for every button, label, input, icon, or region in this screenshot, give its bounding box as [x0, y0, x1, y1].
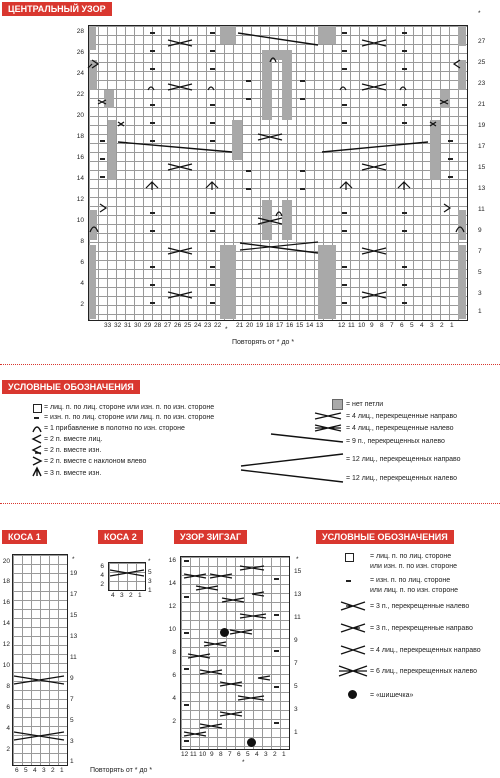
purl-stitch [150, 212, 155, 214]
cross-3-left-symbol [340, 600, 366, 612]
row-number: 28 [76, 28, 84, 35]
col-number: 30 [134, 322, 142, 329]
row-number: 4 [100, 572, 104, 579]
legend-item: = 2 п. вместе изн. [44, 447, 102, 454]
row-number: 15 [70, 612, 78, 619]
purl-stitch [210, 302, 215, 304]
col-number: 1 [60, 767, 64, 774]
purl-stitch [448, 158, 453, 160]
legend-item: = лиц. п. по лиц. стороне или изн. п. по изн. стороне [44, 404, 215, 411]
purl-stitch [184, 740, 189, 742]
col-number: 6 [400, 322, 404, 329]
cross-9-left-symbol [270, 432, 344, 444]
row-number: 2 [172, 718, 176, 725]
col-number: 24 [194, 322, 202, 329]
kosa2-title: КОСА 2 [98, 530, 143, 544]
col-number: 7 [390, 322, 394, 329]
legend-item: = изн. п. по лиц. стороне [370, 577, 451, 584]
k2tog-symbol [32, 434, 42, 444]
row-number: 3 [478, 290, 482, 297]
purl-stitch [100, 140, 105, 142]
row-number: 20 [76, 112, 84, 119]
row-number: 6 [172, 672, 176, 679]
section-divider [0, 364, 500, 365]
cross-4-right-symbol [314, 411, 342, 421]
row-number: 17 [478, 143, 486, 150]
purl-stitch [274, 650, 279, 652]
row-number: 9 [70, 675, 74, 682]
increase-symbol [32, 423, 42, 433]
purl-stitch [342, 212, 347, 214]
col-number: 12 [181, 751, 189, 758]
legend-item: = 2 п. вместе лиц. [44, 436, 103, 443]
cross-3-right-symbol [340, 622, 366, 634]
row-number: 24 [76, 70, 84, 77]
purl-stitch [342, 302, 347, 304]
row-number: 8 [172, 649, 176, 656]
purl-stitch [150, 302, 155, 304]
bobble-stitch [220, 628, 229, 637]
col-number: 19 [256, 322, 264, 329]
purl-stitch [402, 212, 407, 214]
col-number: 8 [219, 751, 223, 758]
purl-stitch [342, 284, 347, 286]
col-number: 4 [255, 751, 259, 758]
col-number: 3 [264, 751, 268, 758]
col-number: 31 [124, 322, 132, 329]
row-number: 11 [478, 206, 485, 213]
col-number: 21 [236, 322, 244, 329]
col-number: 10 [199, 751, 207, 758]
col-number: 32 [114, 322, 122, 329]
col-number: 1 [282, 751, 286, 758]
row-number: 2 [6, 746, 10, 753]
purl-stitch [402, 302, 407, 304]
row-number: 5 [478, 269, 482, 276]
legend-item: = нет петли [346, 401, 384, 408]
col-number: 4 [111, 592, 115, 599]
purl-stitch [402, 68, 407, 70]
col-number: 17 [276, 322, 284, 329]
row-number: 10 [168, 626, 176, 633]
row-number: 16 [76, 154, 84, 161]
row-number: 25 [478, 59, 486, 66]
purl-stitch [100, 176, 105, 178]
row-number: 16 [168, 557, 176, 564]
zigzag-cables [180, 556, 290, 750]
row-number: 18 [2, 578, 10, 585]
purl-stitch [246, 98, 251, 100]
col-number: 11 [190, 751, 197, 758]
zigzag-title: УЗОР ЗИГЗАГ [174, 530, 247, 544]
legend-title: УСЛОВНЫЕ ОБОЗНАЧЕНИЯ [2, 380, 140, 394]
col-number: 6 [237, 751, 241, 758]
knit-stitch-symbol [345, 553, 354, 562]
col-number: 28 [154, 322, 162, 329]
purl-stitch [342, 32, 347, 34]
row-number: 26 [76, 49, 84, 56]
col-number: 9 [370, 322, 374, 329]
row-number: 10 [76, 217, 84, 224]
purl-stitch [150, 32, 155, 34]
purl-stitch [184, 596, 189, 598]
row-number: 16 [2, 599, 10, 606]
row-number: 27 [478, 38, 486, 45]
col-number: 4 [420, 322, 424, 329]
purl-stitch [300, 188, 305, 190]
purl-stitch [274, 578, 279, 580]
row-number: 7 [294, 660, 298, 667]
repeat-star: * [225, 326, 228, 333]
legend-item: = 12 лиц., перекрещенных направо [346, 456, 461, 463]
purl-stitch [274, 722, 279, 724]
repeat-star: * [296, 556, 299, 563]
bobble-symbol [348, 690, 357, 699]
purl-stitch [184, 668, 189, 670]
col-number: 2 [129, 592, 133, 599]
row-number: 3 [148, 578, 152, 585]
kosa1-cables [12, 554, 68, 766]
row-number: 5 [294, 683, 298, 690]
col-number: 15 [296, 322, 304, 329]
row-number: 18 [76, 133, 84, 140]
legend2-title: УСЛОВНЫЕ ОБОЗНАЧЕНИЯ [316, 530, 454, 544]
col-number: 26 [174, 322, 182, 329]
row-number: 1 [478, 308, 482, 315]
central-pattern-title: ЦЕНТРАЛЬНЫЙ УЗОР [2, 2, 112, 16]
col-number: 25 [184, 322, 192, 329]
row-number: 4 [80, 280, 84, 287]
row-number: 11 [70, 654, 77, 661]
purl-stitch [210, 104, 215, 106]
p2tog-symbol [32, 445, 42, 455]
purl-stitch [402, 284, 407, 286]
legend-item: = лиц. п. по лиц. стороне [370, 553, 452, 560]
purl-stitch [342, 68, 347, 70]
row-number: 7 [478, 248, 482, 255]
purl-stitch [300, 170, 305, 172]
purl-stitch [448, 176, 453, 178]
purl-stitch [342, 230, 347, 232]
purl-stitch [246, 80, 251, 82]
legend-item: = 6 лиц., перекрещенных налево [370, 668, 478, 675]
row-number: 14 [2, 620, 10, 627]
legend-item: = 4 лиц., перекрещенных направо [370, 647, 481, 654]
row-number: 10 [2, 662, 10, 669]
col-number: 33 [104, 322, 112, 329]
purl-stitch [150, 140, 155, 142]
col-number: 13 [316, 322, 324, 329]
row-number: 20 [2, 558, 10, 565]
purl-stitch [402, 230, 407, 232]
purl-stitch [150, 68, 155, 70]
repeat-star: * [242, 759, 245, 766]
legend-item: = 1 прибавление в полотно по изн. стороне [44, 425, 185, 432]
row-number: 1 [148, 587, 152, 594]
purl-stitch [150, 230, 155, 232]
row-number: 6 [100, 563, 104, 570]
bobble-stitch [247, 738, 256, 747]
purl-stitch-symbol [346, 580, 351, 582]
purl-stitch [210, 284, 215, 286]
col-number: 9 [210, 751, 214, 758]
ssk-symbol [32, 456, 42, 466]
col-number: 3 [42, 767, 46, 774]
no-stitch-symbol [332, 399, 343, 410]
row-number: 23 [478, 80, 486, 87]
col-number: 23 [204, 322, 212, 329]
row-number: 19 [70, 570, 78, 577]
row-number: 3 [294, 706, 298, 713]
purl-stitch [184, 704, 189, 706]
purl-stitch [210, 212, 215, 214]
row-number: 12 [76, 196, 84, 203]
col-number: 4 [33, 767, 37, 774]
purl-stitch [210, 32, 215, 34]
row-number: 7 [70, 696, 74, 703]
purl-stitch [210, 230, 215, 232]
row-number: 6 [6, 704, 10, 711]
legend-item: = 3 п., перекрещенные направо [370, 625, 473, 632]
col-number: 12 [338, 322, 346, 329]
row-number: 3 [70, 738, 74, 745]
purl-stitch [210, 122, 215, 124]
kosa1-title: КОСА 1 [2, 530, 47, 544]
cross-12-right-symbol [240, 452, 344, 468]
row-number: 14 [168, 580, 176, 587]
row-number: 19 [478, 122, 486, 129]
col-number: 5 [246, 751, 250, 758]
legend-item: = 3 п. вместе изн. [44, 470, 102, 477]
legend-item: = 2 п. вместе с наклоном влево [44, 458, 147, 465]
kosa2-cable [108, 562, 146, 591]
legend-item: = изн. п. по лиц. стороне или лиц. п. по изн. стороне [44, 414, 215, 421]
row-number: 13 [70, 633, 78, 640]
row-number: 4 [6, 725, 10, 732]
cross-12-left-symbol [240, 468, 344, 484]
knit-stitch-symbol [33, 404, 42, 413]
col-number: 2 [273, 751, 277, 758]
row-number: 21 [478, 101, 486, 108]
row-number: 14 [76, 175, 84, 182]
purl-stitch [210, 68, 215, 70]
purl-stitch-symbol [34, 417, 39, 419]
purl-stitch [150, 50, 155, 52]
cross-6-left-symbol [338, 664, 368, 678]
legend-item: = 12 лиц., перекрещенных налево [346, 475, 457, 482]
row-number: 2 [100, 581, 104, 588]
col-number: 5 [410, 322, 414, 329]
legend-item: = 9 п., перекрещенных налево [346, 438, 445, 445]
repeat-star: * [72, 556, 75, 563]
purl-stitch [342, 122, 347, 124]
legend-item: или лиц. п. по изн. стороне [370, 587, 458, 594]
row-number: 5 [148, 569, 152, 576]
col-number: 7 [228, 751, 232, 758]
legend-item: = 4 лиц., перекрещенные налево [346, 425, 454, 432]
row-number: 22 [76, 91, 84, 98]
purl-stitch [184, 560, 189, 562]
col-number: 16 [286, 322, 294, 329]
purl-stitch [274, 614, 279, 616]
row-number: 12 [168, 603, 176, 610]
cross-4-right-symbol [340, 644, 366, 656]
purl-stitch [402, 122, 407, 124]
legend-item: = «шишечка» [370, 692, 414, 699]
legend-item: = 4 лиц., перекрещенные направо [346, 413, 458, 420]
col-number: 6 [15, 767, 19, 774]
row-number: 6 [80, 259, 84, 266]
row-number: 2 [80, 301, 84, 308]
row-number: 13 [294, 591, 302, 598]
purl-stitch [210, 266, 215, 268]
purl-stitch [150, 284, 155, 286]
col-number: 1 [138, 592, 142, 599]
purl-stitch [100, 158, 105, 160]
legend-item: = 3 п., перекрещенные налево [370, 603, 470, 610]
purl-stitch [342, 50, 347, 52]
repeat-note: Повторять от * до * [232, 339, 295, 346]
legend-item: или изн. п. по изн. стороне [370, 563, 457, 570]
row-number: 9 [294, 637, 298, 644]
row-number: 1 [70, 758, 74, 765]
row-number: 1 [294, 729, 298, 736]
row-number: 17 [70, 591, 78, 598]
row-number: 12 [2, 641, 10, 648]
purl-stitch [210, 50, 215, 52]
purl-stitch [274, 686, 279, 688]
purl-stitch [342, 104, 347, 106]
row-number: 15 [478, 164, 486, 171]
col-number: 3 [430, 322, 434, 329]
row-number: 15 [294, 568, 302, 575]
col-number: 5 [24, 767, 28, 774]
purl-stitch [300, 98, 305, 100]
purl-stitch [150, 122, 155, 124]
col-number: 22 [214, 322, 222, 329]
col-number: 2 [440, 322, 444, 329]
purl-stitch [402, 104, 407, 106]
row-number: 5 [70, 717, 74, 724]
repeat-star: * [148, 558, 151, 565]
purl-stitch [448, 140, 453, 142]
purl-stitch [150, 266, 155, 268]
col-number: 8 [380, 322, 384, 329]
row-number: 4 [172, 695, 176, 702]
section-divider [0, 503, 500, 504]
repeat-note: Повторять от * до * [90, 767, 153, 774]
col-number: 2 [51, 767, 55, 774]
col-number: 18 [266, 322, 274, 329]
row-number: 9 [478, 227, 482, 234]
col-number: 14 [306, 322, 314, 329]
col-number: 10 [358, 322, 366, 329]
purl-stitch [300, 80, 305, 82]
purl-stitch [210, 140, 215, 142]
purl-stitch [402, 50, 407, 52]
row-number: 8 [6, 683, 10, 690]
col-number: 11 [348, 322, 355, 329]
purl-stitch [402, 266, 407, 268]
purl-stitch [246, 188, 251, 190]
col-number: 1 [450, 322, 454, 329]
row-number: 11 [294, 614, 301, 621]
col-number: 3 [120, 592, 124, 599]
purl-stitch [184, 632, 189, 634]
purl-stitch [402, 32, 407, 34]
col-number: 29 [144, 322, 152, 329]
purl-stitch [150, 104, 155, 106]
purl-stitch [246, 170, 251, 172]
row-number: 8 [80, 238, 84, 245]
purl-stitch [342, 266, 347, 268]
p3tog-symbol [32, 467, 42, 477]
col-number: 27 [164, 322, 172, 329]
repeat-star: * [478, 10, 481, 17]
row-number: 13 [478, 185, 486, 192]
col-number: 20 [246, 322, 254, 329]
